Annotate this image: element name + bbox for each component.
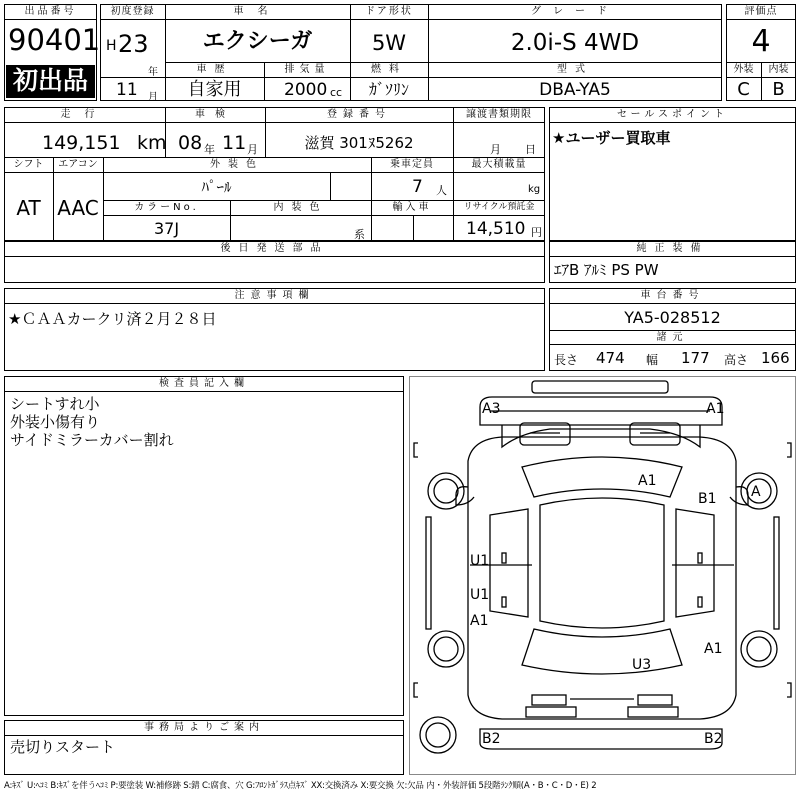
score-label: 評価点 [744, 6, 778, 17]
recycle-amount: 14,510 [466, 219, 526, 239]
damage-diagram [409, 376, 796, 775]
damage-mark-u1-rear: U1 [470, 587, 490, 603]
damage-mark-b1: B1 [698, 491, 717, 507]
length: 474 [596, 349, 625, 367]
inspector-note-2: 外装小傷有り [10, 413, 101, 431]
car-outline-icon [410, 377, 795, 774]
interior-score: B [772, 79, 785, 100]
inspection-year: 08 [178, 132, 203, 154]
mileage-label: 走行 [60, 109, 109, 120]
import-label: 輸入車 [392, 202, 432, 213]
plate-number: 滋賀 301ﾇ5262 [304, 134, 414, 152]
exterior-color: ﾊﾟｰﾙ [201, 178, 232, 196]
exterior-color-label: 外装色 [210, 159, 264, 170]
first-listing-text: 初出品 [12, 66, 88, 95]
damage-mark-a3: A3 [482, 401, 501, 417]
plate-label: 登録番号 [327, 109, 391, 120]
inspector-note-1: シートすれ小 [10, 395, 100, 413]
sales-point: ★ユーザー買取車 [552, 129, 671, 147]
lot-number-label: 出品番号 [24, 6, 77, 17]
grade-label: グレード [531, 6, 619, 17]
ac-label: エアコン [58, 159, 98, 170]
damage-mark-a-wheel: A [751, 484, 761, 500]
width-label: 幅 [646, 353, 659, 367]
door-type-label: ドア形状 [365, 6, 413, 17]
capacity-label: 乗車定員 [390, 159, 434, 170]
vehicle-info-box [4, 107, 545, 241]
exterior-score: C [737, 79, 750, 100]
height: 166 [761, 349, 790, 367]
fuel: ｶﾞｿﾘﾝ [368, 80, 409, 99]
equipment-label: 純正装備 [636, 243, 709, 254]
model-label: 型式 [557, 64, 593, 75]
interior-color-label: 内装色 [273, 202, 328, 213]
damage-mark-u3: U3 [632, 657, 652, 673]
fuel-label: 燃料 [371, 64, 407, 75]
height-label: 高さ [724, 353, 749, 367]
month-unit: 月 [148, 92, 158, 103]
transfer-month-unit: 月 [490, 143, 501, 156]
registration-month: 11 [116, 80, 138, 100]
shift-label: シフト [13, 159, 44, 170]
damage-mark-u1-door: U1 [470, 553, 490, 569]
era: H [106, 38, 117, 54]
door-type: 5W [371, 31, 407, 55]
legend: A:ｷｽﾞ U:ﾍｺﾐ B:ｷｽﾞを伴うﾍｺﾐ P:要塗装 W:補修跡 S:錆 C:腐食、穴 G:ﾌﾛﾝﾄｶﾞﾗｽ点ｷｽﾞ XX:交換済み X:要交換 欠:欠品 内・外装評価 5段階ﾗﾝｸ順(A・B・C・D・E) 2 [4, 781, 597, 791]
transfer-deadline-label: 譲渡書類期限 [466, 109, 532, 120]
recycle-unit: 円 [531, 226, 542, 239]
length-label: 長さ [554, 353, 579, 367]
history-label: 車歴 [196, 64, 233, 75]
chassis-label: 車台番号 [640, 290, 705, 301]
damage-mark-a1-quarter: A1 [704, 641, 723, 657]
grade: 2.0i-S 4WD [510, 30, 640, 56]
inspector-label: 検査員記入欄 [159, 378, 249, 389]
width: 177 [681, 349, 710, 367]
displacement-unit: cc [330, 86, 343, 99]
specs-label: 諸元 [656, 332, 689, 343]
damage-mark-b2-left: B2 [482, 731, 501, 747]
registration-year: 23 [118, 30, 149, 58]
later-parts-label: 後日発送部品 [220, 243, 329, 254]
max-load-label: 最大積載量 [471, 159, 527, 170]
caution-label: 注意事項欄 [234, 290, 315, 301]
exterior-label: 外装 [733, 64, 754, 75]
year-unit: 年 [148, 67, 158, 78]
transfer-day-unit: 日 [525, 143, 536, 156]
caution-text: ★ＣＡＡカークリ済２月２８日 [8, 310, 217, 328]
inspection-year-unit: 年 [204, 143, 215, 156]
equipment: ｴｱB ｱﾙﾐ PS PW [554, 261, 659, 279]
office-text: 売切りスタート [10, 738, 116, 756]
lot-number: 90401 [8, 23, 101, 57]
shift: AT [16, 196, 41, 220]
capacity-unit: 人 [436, 184, 447, 197]
office-label: 事務局よりご案内 [144, 722, 264, 733]
recycle-label: リサイクル預託金 [463, 202, 535, 212]
color-number-label: カラーNo. [134, 202, 199, 213]
displacement-label: 排気量 [284, 64, 330, 75]
damage-mark-b2-right: B2 [704, 731, 723, 747]
inspection-month: 11 [222, 132, 247, 154]
damage-mark-a1-roof: A1 [638, 473, 657, 489]
model: DBA-YA5 [539, 80, 611, 100]
ac: AAC [57, 196, 99, 220]
car-name: エクシーガ [202, 29, 313, 54]
mileage: 149,151 [42, 132, 121, 154]
mileage-unit: km [137, 132, 167, 154]
interior-color-unit: 系 [354, 228, 365, 241]
chassis-number: YA5-028512 [624, 308, 721, 327]
interior-label: 内装 [768, 64, 789, 75]
damage-mark-a1-rear: A1 [470, 613, 489, 629]
damage-mark-a1-front: A1 [706, 401, 725, 417]
color-number: 37J [153, 219, 180, 238]
inspector-note-3: サイドミラーカバー割れ [10, 431, 174, 449]
capacity: 7 [412, 177, 423, 197]
car-name-label: 車名 [233, 6, 282, 17]
score: 4 [751, 24, 771, 59]
max-load-unit: kg [528, 184, 541, 195]
inspection-month-unit: 月 [247, 143, 258, 156]
displacement: 2000 [284, 80, 328, 100]
sales-point-label: セールスポイント [616, 109, 729, 120]
history: 自家用 [187, 79, 242, 100]
first-registration-label: 初度登録 [110, 6, 155, 17]
inspection-label: 車検 [195, 109, 235, 120]
sales-point-box [549, 107, 796, 241]
